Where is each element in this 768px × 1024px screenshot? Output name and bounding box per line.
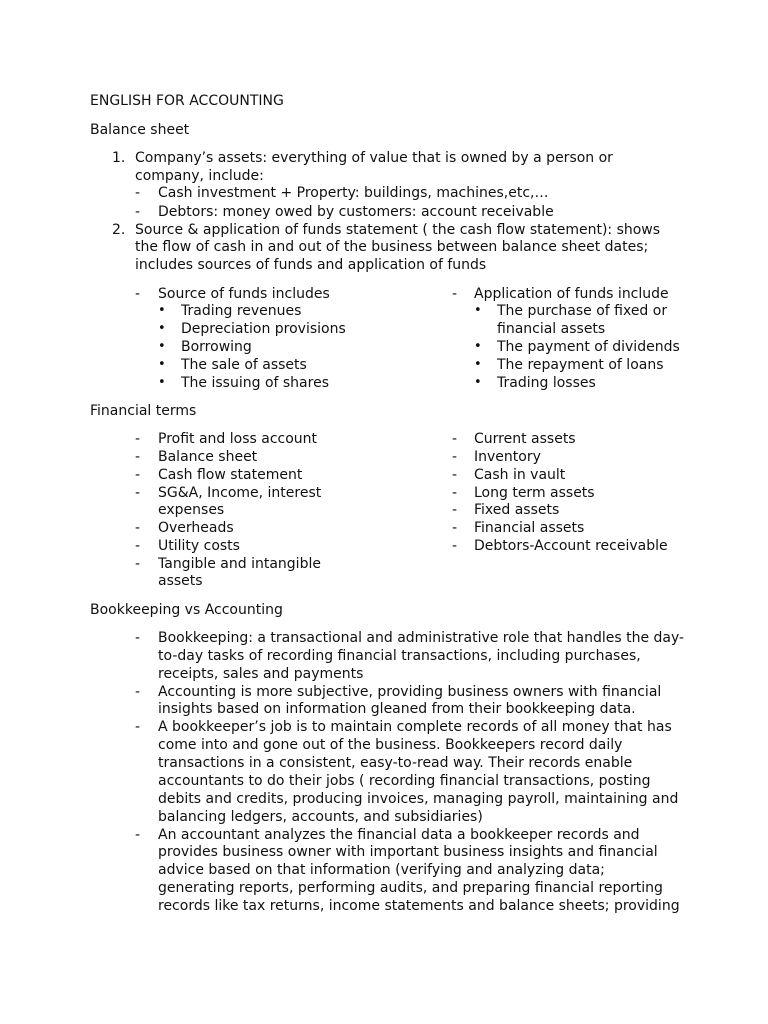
paragraph-line: insights based on information gleaned from their bookkeeping data. bbox=[158, 701, 636, 717]
paragraph-line: Accounting is more subjective, providing business owners with financial bbox=[158, 684, 662, 700]
term-item: Tangible and intangible bbox=[158, 556, 321, 572]
bullet-marker: • bbox=[474, 303, 482, 318]
term-item: Current assets bbox=[474, 431, 576, 447]
source-item: Trading revenues bbox=[181, 303, 302, 319]
dash-marker: - bbox=[135, 286, 141, 302]
dash-marker: - bbox=[135, 684, 141, 700]
paragraph-line: A bookkeeper’s job is to maintain complete records of all money that has bbox=[158, 719, 672, 735]
source-item: The sale of assets bbox=[181, 357, 307, 373]
paragraph-line: records like tax returns, income statements and balance sheets; providing bbox=[158, 898, 680, 914]
term-item: Profit and loss account bbox=[158, 431, 318, 447]
dash-marker: - bbox=[135, 719, 141, 735]
paragraph-line: An accountant analyzes the financial data a bookkeeper records and bbox=[158, 827, 640, 843]
sub-item: Debtors: money owed by customers: account receivable bbox=[158, 204, 554, 220]
list-number: 1. bbox=[112, 150, 126, 166]
dash-marker: - bbox=[135, 204, 141, 220]
application-item: Trading losses bbox=[497, 375, 596, 391]
dash-marker: - bbox=[135, 827, 141, 843]
dash-marker: - bbox=[452, 449, 458, 465]
sources-label: Source of funds includes bbox=[158, 286, 330, 302]
heading-financial-terms: Financial terms bbox=[90, 403, 197, 419]
term-item: Debtors-Account receivable bbox=[474, 538, 668, 554]
paragraph-line: Bookkeeping: a transactional and administrative role that handles the day- bbox=[158, 630, 685, 646]
dash-marker: - bbox=[452, 286, 458, 302]
paragraph-line: debits and credits, producing invoices, managing payroll, maintaining and bbox=[158, 791, 679, 807]
list-number: 2. bbox=[112, 222, 126, 238]
heading-balance-sheet: Balance sheet bbox=[90, 122, 190, 138]
term-item: assets bbox=[158, 573, 203, 589]
bullet-marker: • bbox=[158, 339, 166, 354]
term-item: expenses bbox=[158, 502, 225, 518]
dash-marker: - bbox=[135, 449, 141, 465]
bullet-marker: • bbox=[158, 357, 166, 372]
dash-marker: - bbox=[135, 538, 141, 554]
source-item: The issuing of shares bbox=[181, 375, 329, 391]
dash-marker: - bbox=[452, 520, 458, 536]
application-item: financial assets bbox=[497, 321, 606, 337]
dash-marker: - bbox=[452, 538, 458, 554]
paragraph-line: accountants to do their jobs ( recording financial transactions, posting bbox=[158, 773, 651, 789]
paragraph-line: come into and gone out of the business. Bookkeepers record daily bbox=[158, 737, 623, 753]
term-item: Utility costs bbox=[158, 538, 240, 554]
applications-label: Application of funds include bbox=[474, 286, 669, 302]
term-item: Inventory bbox=[474, 449, 541, 465]
paragraph-line: generating reports, performing audits, and preparing financial reporting bbox=[158, 880, 663, 896]
paragraph-line: receipts, sales and payments bbox=[158, 666, 364, 682]
dash-marker: - bbox=[452, 502, 458, 518]
dash-marker: - bbox=[452, 467, 458, 483]
source-item: Depreciation provisions bbox=[181, 321, 346, 337]
term-item: Fixed assets bbox=[474, 502, 560, 518]
paragraph-line: advice based on that information (verifying and analyzing data; bbox=[158, 862, 605, 878]
list-item-text: company, include: bbox=[135, 168, 264, 184]
bullet-marker: • bbox=[474, 357, 482, 372]
term-item: Cash in vault bbox=[474, 467, 566, 483]
paragraph-line: to-day tasks of recording financial transactions, including purchases, bbox=[158, 648, 641, 664]
bullet-marker: • bbox=[474, 375, 482, 390]
dash-marker: - bbox=[452, 431, 458, 447]
term-item: SG&A, Income, interest bbox=[158, 485, 322, 501]
term-item: Financial assets bbox=[474, 520, 585, 536]
term-item: Cash flow statement bbox=[158, 467, 303, 483]
list-item-text: Source & application of funds statement ( the cash flow statement): shows bbox=[135, 222, 661, 238]
document-title: ENGLISH FOR ACCOUNTING bbox=[90, 93, 284, 109]
dash-marker: - bbox=[135, 431, 141, 447]
application-item: The payment of dividends bbox=[497, 339, 680, 355]
dash-marker: - bbox=[135, 520, 141, 536]
paragraph-line: transactions in a consistent, easy-to-read way. Their records enable bbox=[158, 755, 633, 771]
dash-marker: - bbox=[135, 556, 141, 572]
bullet-marker: • bbox=[158, 303, 166, 318]
dash-marker: - bbox=[452, 485, 458, 501]
source-item: Borrowing bbox=[181, 339, 252, 355]
term-item: Balance sheet bbox=[158, 449, 258, 465]
bullet-marker: • bbox=[474, 339, 482, 354]
term-item: Overheads bbox=[158, 520, 234, 536]
paragraph-line: balancing ledgers, accounts, and subsidiaries) bbox=[158, 809, 483, 825]
sub-item: Cash investment + Property: buildings, machines,etc,… bbox=[158, 185, 549, 201]
application-item: The repayment of loans bbox=[497, 357, 664, 373]
list-item-text: includes sources of funds and application of funds bbox=[135, 257, 487, 273]
application-item: The purchase of fixed or bbox=[497, 303, 668, 319]
paragraph-line: provides business owner with important business insights and financial bbox=[158, 844, 658, 860]
dash-marker: - bbox=[135, 485, 141, 501]
bullet-marker: • bbox=[158, 375, 166, 390]
list-item-text: Company’s assets: everything of value that is owned by a person or bbox=[135, 150, 613, 166]
dash-marker: - bbox=[135, 185, 141, 201]
bullet-marker: • bbox=[158, 321, 166, 336]
dash-marker: - bbox=[135, 630, 141, 646]
heading-bookkeeping-vs-accounting: Bookkeeping vs Accounting bbox=[90, 602, 283, 618]
term-item: Long term assets bbox=[474, 485, 595, 501]
dash-marker: - bbox=[135, 467, 141, 483]
list-item-text: the flow of cash in and out of the business between balance sheet dates; bbox=[135, 239, 649, 255]
